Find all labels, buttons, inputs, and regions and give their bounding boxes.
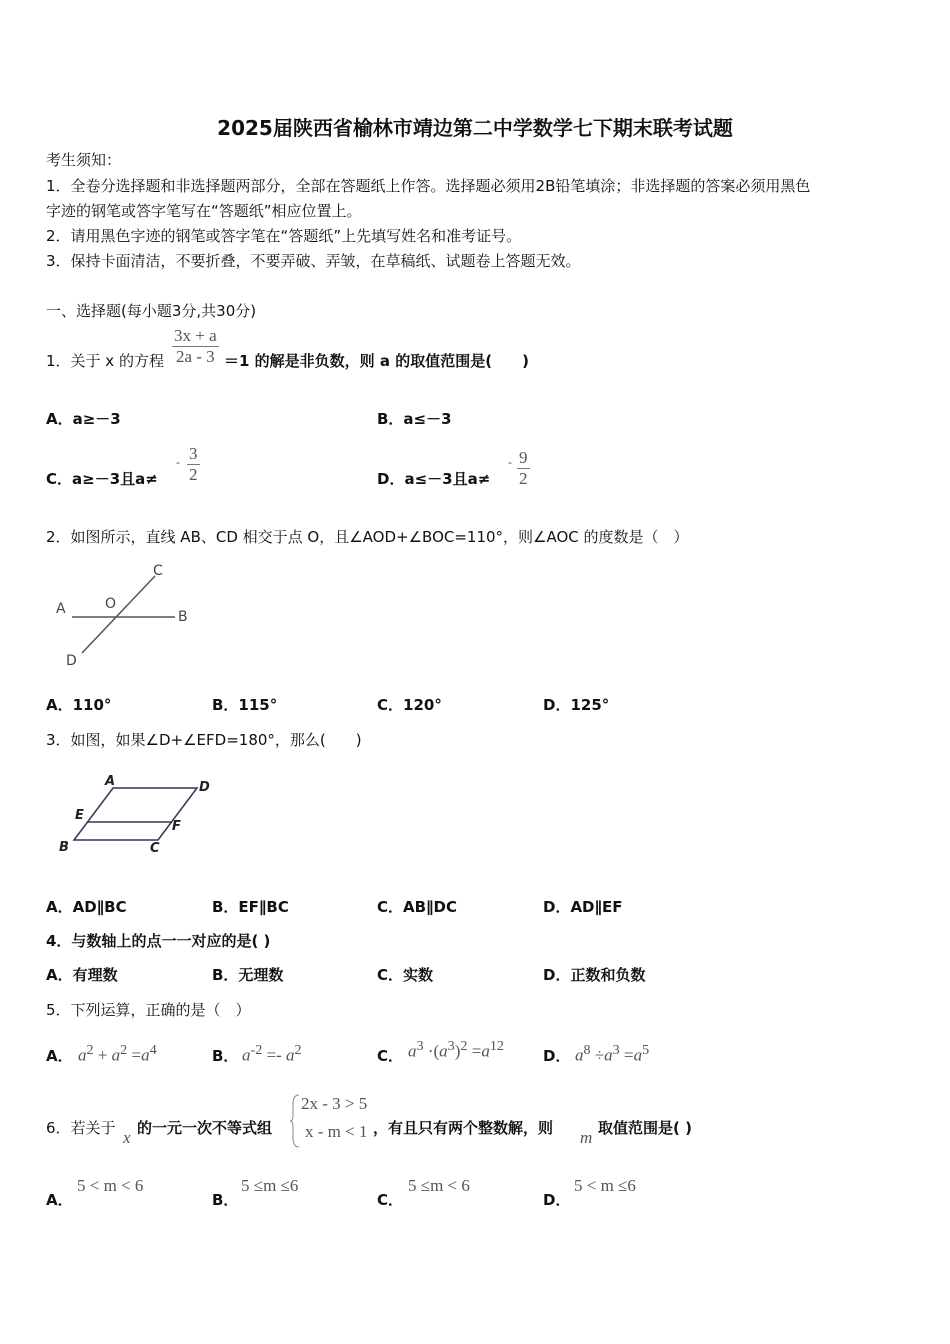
notice-line: 1．全卷分选择题和非选择题两部分，全部在答题纸上作答。选择题必须用2B铅笔填涂；非选择题的答案必须用黑色 — [46, 177, 811, 195]
page-title: 2025届陕西省榆林市靖边第二中学数学七下期末联考试题 — [217, 116, 733, 140]
q5-option-d[interactable]: D． — [543, 1047, 571, 1065]
system-eq-2: x - m < 1 — [305, 1122, 368, 1141]
q3-figure — [55, 772, 225, 857]
q1-option-b[interactable]: B．a≤－3 — [377, 410, 452, 428]
q4-option-c[interactable]: C．实数 — [377, 966, 434, 984]
q5-expr-d: $a^8 \div a^3 =a^5$ — [575, 1042, 650, 1065]
label-a: A — [105, 774, 116, 789]
system-eq-1: 2x - 3 > 5 — [301, 1094, 368, 1113]
q4-option-a[interactable]: A．有理数 — [46, 966, 118, 984]
q6-option-b[interactable]: B． — [212, 1191, 239, 1209]
denominator: 2a - 3 — [175, 347, 215, 366]
q2-figure — [50, 558, 200, 673]
denominator: 2 — [189, 465, 198, 484]
q1-pre: 1．关于 x 的方程 — [46, 352, 164, 370]
label-e: E — [75, 808, 84, 823]
q3-option-a[interactable]: A．AD∥BC — [46, 898, 127, 916]
q6-mid: 的一元一次不等式组 — [137, 1119, 273, 1137]
q2-option-b[interactable]: B．115° — [212, 696, 278, 714]
q2-option-d[interactable]: D．125° — [543, 696, 610, 714]
q1-fraction — [172, 326, 219, 367]
q6-option-c[interactable]: C． — [377, 1191, 404, 1209]
q5-expr-b: $a^{-2} =- a^2$ — [242, 1042, 302, 1065]
q1-d-fraction — [517, 448, 530, 489]
q5-expr-c: $a^3 \cdot(a^3)^2 =a^{12}$ — [408, 1038, 504, 1061]
denominator: 2 — [519, 469, 528, 488]
label-c: C — [153, 563, 163, 579]
notice-line: 2．请用黑色字迹的钢笔或答字笔在“答题纸”上先填写姓名和准考证号。 — [46, 227, 522, 245]
numerator: 9 — [519, 448, 528, 467]
q6-expr-d: 5 < m ≤6 — [574, 1176, 636, 1195]
section-heading: 一、选择题(每小题3分,共30分) — [46, 302, 257, 320]
q3-option-c[interactable]: C．AB∥DC — [377, 898, 458, 916]
q2-text: 2．如图所示，直线 AB、CD 相交于点 O，且∠AOD+∠BOC=110°，则∠AOC 的度数是（ ） — [46, 528, 689, 546]
label-b: B — [59, 840, 69, 855]
q4-option-d[interactable]: D．正数和负数 — [543, 966, 646, 984]
q3-option-b[interactable]: B．EF∥BC — [212, 898, 289, 916]
notice-line: 3．保持卡面清洁，不要折叠，不要弄破、弄皱，在草稿纸、试题卷上答题无效。 — [46, 252, 581, 270]
label-d: D — [199, 780, 210, 795]
q3-text: 3．如图，如果∠D+∠EFD=180°，那么( ) — [46, 731, 362, 749]
label-d: D — [66, 653, 77, 669]
brace-icon — [289, 1094, 301, 1148]
q1-option-d[interactable]: D．a≤－3且a≠ — [377, 470, 491, 488]
q2-option-c[interactable]: C．120° — [377, 696, 442, 714]
q6-pre: 6．若关于 — [46, 1119, 116, 1137]
q4-option-b[interactable]: B．无理数 — [212, 966, 284, 984]
q5-text: 5．下列运算，正确的是（ ） — [46, 1001, 251, 1019]
label-b: B — [178, 609, 188, 625]
minus-sign: - — [508, 455, 512, 469]
var-x: x — [123, 1128, 131, 1147]
q6-post: ，有且只有两个整数解，则 — [373, 1119, 554, 1137]
label-c: C — [150, 841, 160, 856]
q6-option-d[interactable]: D． — [543, 1191, 571, 1209]
q6-end: 取值范围是( ) — [598, 1119, 692, 1137]
q5-option-b[interactable]: B． — [212, 1047, 239, 1065]
q6-expr-b: 5 ≤m ≤6 — [241, 1176, 299, 1195]
notice-heading: 考生须知： — [46, 151, 122, 169]
minus-sign: - — [176, 455, 180, 469]
numerator: 3x + a — [174, 326, 217, 345]
q1-post: ＝1 的解是非负数，则 a 的取值范围是( ) — [224, 352, 529, 370]
q6-expr-a: 5 < m < 6 — [77, 1176, 144, 1195]
q5-expr-a: $a^2 + a^2 =a^4$ — [78, 1042, 157, 1065]
var-m: m — [580, 1128, 593, 1147]
label-a: A — [56, 601, 66, 617]
q1-c-fraction — [187, 444, 200, 485]
numerator: 3 — [189, 444, 198, 463]
q5-option-c[interactable]: C． — [377, 1047, 404, 1065]
label-f: F — [172, 819, 181, 834]
label-o: O — [105, 596, 117, 612]
q6-option-a[interactable]: A． — [46, 1191, 73, 1209]
q6-expr-c: 5 ≤m < 6 — [408, 1176, 470, 1195]
q1-option-c[interactable]: C．a≥－3且a≠ — [46, 470, 158, 488]
q5-option-a[interactable]: A． — [46, 1047, 73, 1065]
q1-option-a[interactable]: A．a≥－3 — [46, 410, 121, 428]
q4-text: 4．与数轴上的点一一对应的是( ) — [46, 932, 271, 950]
q2-option-a[interactable]: A．110° — [46, 696, 112, 714]
notice-line: 字迹的钢笔或答字笔写在“答题纸”相应位置上。 — [46, 202, 362, 220]
q3-option-d[interactable]: D．AD∥EF — [543, 898, 623, 916]
